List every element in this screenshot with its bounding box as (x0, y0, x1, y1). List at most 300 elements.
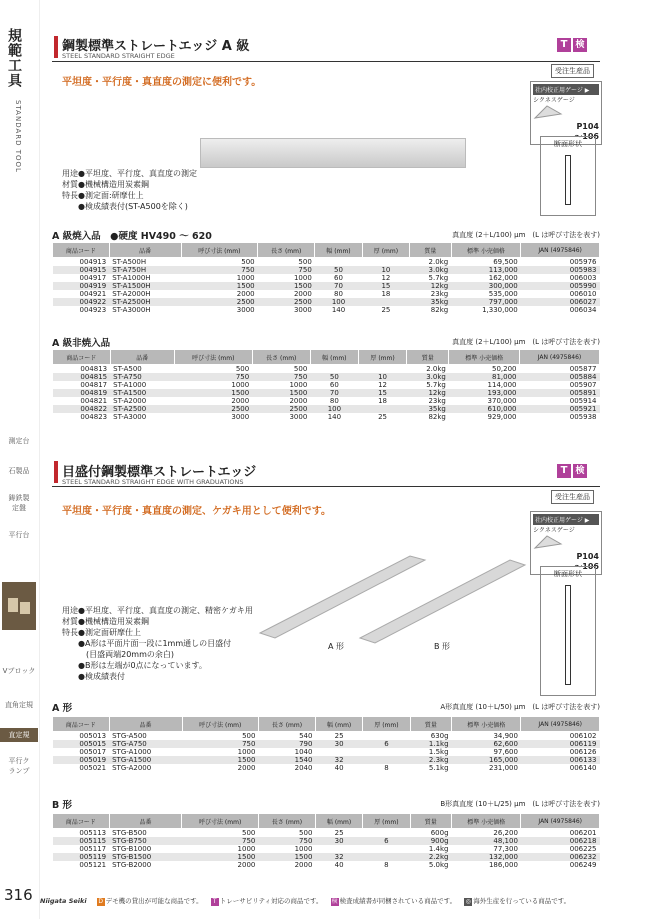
desc-line: ●A形は平面片面一段に1mm通しの目盛付 (62, 639, 232, 648)
desc-line: ●B形は左端が0点になっています。 (62, 661, 207, 670)
table-cell: 005891 (519, 389, 599, 397)
table-row (53, 861, 600, 869)
table-cell: 193,000 (449, 389, 520, 397)
table2-body (53, 365, 600, 422)
cross-section (540, 136, 596, 216)
table-cell: 006232 (521, 853, 600, 861)
table-cell: 750 (182, 740, 258, 748)
table-cell: 26,200 (493, 829, 518, 837)
table-cell: 113,000 (451, 266, 521, 274)
table-cell: STG-A500 (112, 732, 147, 740)
column-header: 質量 (410, 814, 451, 829)
column-header: 長さ (mm) (258, 814, 315, 829)
table-row (53, 413, 600, 421)
table-cell: 3.0kg (407, 373, 449, 381)
table-cell: 005884 (519, 373, 599, 381)
table-cell: 750 (252, 373, 310, 381)
column-header: 厚 (mm) (358, 350, 406, 365)
table-row (53, 740, 600, 748)
table-cell: ST-A500H (112, 258, 147, 266)
table-cell: 15 (362, 282, 409, 290)
table-cell: 500 (242, 829, 256, 837)
table-row (53, 837, 600, 845)
table-cell: 1040 (294, 748, 313, 756)
table-cell: 2.0kg (426, 365, 446, 373)
table-cell (315, 258, 362, 267)
table-cell: ST-A500 (113, 365, 142, 373)
table-row (53, 853, 600, 861)
table-cell: 006027 (521, 298, 600, 306)
column-header: 呼び寸法 (mm) (182, 717, 258, 732)
table-cell: 77,300 (493, 845, 518, 853)
table-cell: 005121 (79, 861, 107, 869)
table-cell: 1000 (237, 845, 256, 853)
table-cell: 797,000 (451, 298, 521, 306)
table-cell: 10 (362, 266, 409, 274)
table-cell: 2000 (237, 861, 256, 869)
table-cell: 005938 (569, 413, 597, 421)
table-header (53, 350, 600, 365)
table-cell: 004823 (80, 413, 108, 421)
column-header: 品番 (110, 350, 174, 365)
table-cell: 005119 (53, 853, 110, 861)
order-badge: 受注生産品 (551, 64, 594, 78)
table-cell (315, 845, 362, 853)
section2-title: 目盛付鋼製標準ストレートエッジ (62, 465, 257, 480)
cross-section-shape (565, 585, 571, 685)
column-header: JAN (4975846) (521, 717, 600, 732)
table-cell: 50 (310, 373, 358, 381)
table-cell: 006119 (521, 740, 600, 748)
table-row (53, 266, 600, 274)
table-row (53, 405, 600, 413)
table-cell: 004822 (53, 405, 111, 413)
nav-item[interactable]: Vブロック (2, 667, 36, 675)
thickness-gauge-icon (533, 534, 563, 550)
table-cell: ST-A3000H (112, 306, 151, 314)
table3-tolerance: A形真直度 (10＋L/50) μm (L は呼び寸法を表す) (440, 703, 600, 711)
page-number: 316 (4, 886, 33, 904)
table-cell: 929,000 (487, 413, 517, 421)
section1-lead: 平坦度・平行度・真直度の測定に便利です。 (62, 77, 262, 88)
table-cell (358, 405, 406, 413)
table-cell: 32 (315, 853, 362, 861)
table-cell (363, 748, 410, 756)
desc-line: 材質●機械構造用炭素鋼 (62, 617, 149, 626)
table-cell: 1500 (258, 853, 315, 861)
desc-line: (目盛両端20mmの余白) (62, 650, 175, 659)
table-row (53, 373, 600, 381)
table-cell: 005015 (53, 740, 110, 748)
table-cell (362, 298, 409, 306)
table-cell: 97,600 (493, 748, 518, 756)
table-cell: 1000 (231, 381, 250, 389)
table-cell: 2500 (174, 405, 252, 413)
section1-subtitle: STEEL STANDARD STRAIGHT EDGE (62, 52, 175, 60)
table-cell: 005013 (79, 732, 107, 740)
table-cell: 005907 (569, 381, 597, 389)
table-cell: STG-B750 (109, 837, 182, 845)
gauge-page: P104 (576, 122, 599, 131)
gauge-page: P104 (576, 552, 599, 561)
table-cell: 100 (315, 298, 362, 306)
table-cell: 750 (258, 266, 315, 274)
table-cell: 2000 (294, 861, 313, 869)
column-header: 長さ (mm) (258, 243, 315, 258)
table-cell: 006140 (569, 764, 597, 772)
nav-item[interactable]: 石製品 (8, 467, 30, 475)
table-header (53, 814, 600, 829)
nav-active-block (2, 582, 36, 630)
table-cell: 610,000 (449, 405, 520, 413)
table1-body (53, 258, 600, 315)
table-cell: 005019 (53, 756, 110, 764)
table-cell: 25 (378, 413, 388, 421)
gauge-range: ～106 (574, 562, 599, 571)
nav-item[interactable]: 平行台 (8, 531, 30, 539)
category-title: 規範工具 (6, 28, 22, 88)
table-cell: 15 (358, 389, 406, 397)
table-cell (363, 732, 410, 741)
table-cell: 004813 (80, 365, 108, 373)
table1-title: A 級焼入品 ●硬度 HV490 ～ 620 (52, 231, 212, 242)
table-cell: 2000 (289, 397, 308, 405)
table-cell: 004921 (79, 290, 107, 298)
table-cell: ST-A2000 (113, 397, 147, 405)
table-row (53, 258, 600, 267)
table-cell: 1.1kg (410, 740, 451, 748)
table4-tolerance: B形真直度 (10＋L/25) μm (L は呼び寸法を表す) (440, 800, 600, 808)
table-cell: 500 (298, 258, 312, 266)
overseas-icon: ◎ (465, 898, 471, 905)
table-cell: 3.0kg (410, 266, 452, 274)
gauge-title: 社内校正用ゲージ ▶ (533, 84, 599, 95)
category-subtitle: STANDARD TOOL (14, 100, 22, 173)
table-cell: 5.7kg (426, 381, 446, 389)
column-header: 商品コード (53, 243, 110, 258)
table-cell: 2000 (231, 397, 250, 405)
table-cell: 2.0kg (428, 258, 449, 266)
table-row (53, 365, 600, 374)
table1-tolerance: 真直度 (2＋L/100) μm (L は呼び寸法を表す) (452, 231, 600, 239)
nav-item-active[interactable]: 直定規 (0, 728, 38, 742)
table-cell: 750 (174, 373, 252, 381)
table-cell: 69,500 (493, 258, 518, 266)
column-header: 品番 (109, 243, 181, 258)
table-row (53, 298, 600, 306)
table-cell: 231,000 (488, 764, 518, 772)
table2-title: A 級非焼入品 (52, 338, 111, 349)
table1 (52, 242, 600, 314)
section2-description (62, 605, 253, 682)
table-cell: 140 (327, 413, 342, 421)
table-cell: 005976 (569, 258, 597, 266)
table-cell: 80 (329, 397, 339, 405)
table-cell: 300,000 (451, 282, 521, 290)
gauge-title: 社内校正用ゲージ ▶ (533, 514, 599, 525)
nav-item[interactable]: 直角定規 (5, 701, 33, 709)
table-cell: 30 (315, 740, 362, 748)
order-badge: 受注生産品 (551, 490, 594, 504)
table-cell: 18 (378, 397, 388, 405)
column-header: 厚 (mm) (363, 717, 410, 732)
traceability-badge: T (557, 464, 571, 478)
gauge-range: ～106 (574, 132, 599, 141)
table-cell: 32 (315, 756, 362, 764)
table-cell: 1540 (258, 756, 315, 764)
inspection-badge: 検 (573, 38, 587, 52)
table-cell: 5.0kg (428, 861, 449, 869)
column-header: 標準 小売価格 (451, 243, 521, 258)
desc-line: 特長●測定面研摩仕上 (62, 628, 141, 637)
column-header: JAN (4975846) (519, 350, 599, 365)
table-cell: 004917 (79, 274, 107, 282)
table-cell: 2500 (252, 405, 310, 413)
nav-item[interactable]: 測定台 (8, 437, 30, 445)
table-cell: 004821 (80, 397, 108, 405)
table-cell: 2500 (258, 298, 315, 306)
table-cell: 10 (358, 373, 406, 381)
section1-title: 鋼製標準ストレートエッジ A 級 (62, 39, 250, 54)
table-cell: 100 (310, 405, 358, 413)
table-cell: 25 (334, 829, 344, 837)
table-cell: 8 (384, 861, 389, 869)
table-cell: STG-B2000 (112, 861, 152, 869)
table-row (53, 274, 600, 282)
desc-line: 材質●機械構造用炭素鋼 (62, 180, 149, 189)
table-cell: 40 (334, 764, 344, 772)
nav-item[interactable]: 平行クランプ (8, 757, 30, 775)
table-cell: 005117 (79, 845, 107, 853)
table-cell: 2.2kg (410, 853, 451, 861)
table-cell: STG-B1500 (109, 853, 182, 861)
table-cell: 750 (182, 837, 258, 845)
table-cell: STG-A2000 (112, 764, 152, 772)
table-cell: 18 (381, 290, 391, 298)
column-header: 幅 (mm) (315, 717, 362, 732)
table-row (53, 764, 600, 772)
table2 (52, 349, 600, 421)
table-cell: 186,000 (488, 861, 518, 869)
table-row (53, 290, 600, 298)
table-cell: 006102 (569, 732, 597, 740)
table-cell: 12kg (407, 389, 449, 397)
demo-icon: D (98, 898, 103, 905)
table-cell: 35kg (410, 298, 452, 306)
column-header: 品番 (109, 717, 182, 732)
table-cell: 2040 (294, 764, 313, 772)
table-cell: 162,000 (488, 274, 518, 282)
table-cell (358, 365, 406, 374)
table-cell: 25 (334, 732, 344, 740)
table3-body (53, 732, 600, 773)
table-cell: 005017 (79, 748, 107, 756)
table-cell: 30 (315, 837, 362, 845)
column-header: 標準 小売価格 (452, 814, 521, 829)
table-cell: 005990 (521, 282, 600, 290)
table-cell: 12kg (410, 282, 452, 290)
table-header (53, 243, 600, 258)
table-cell: 004819 (53, 389, 111, 397)
table-cell: 006218 (521, 837, 600, 845)
table-cell: 2000 (236, 290, 255, 298)
table-cell: 005914 (569, 397, 597, 405)
table-cell: 60 (334, 274, 343, 282)
table-cell: 004922 (53, 298, 110, 306)
table-cell: 006003 (569, 274, 597, 282)
section1-description (62, 168, 197, 212)
table-cell: 25 (381, 306, 391, 314)
table-header (53, 717, 600, 732)
table-cell: 3000 (293, 306, 312, 314)
table-cell: 2000 (293, 290, 312, 298)
column-header: 幅 (mm) (315, 243, 362, 258)
table-cell (363, 829, 410, 838)
table-cell: 8 (384, 764, 389, 772)
column-header: JAN (4975846) (521, 814, 600, 829)
table-cell: 48,100 (452, 837, 521, 845)
table-cell (363, 853, 410, 861)
table-cell: 2500 (181, 298, 258, 306)
table-cell: 006126 (569, 748, 597, 756)
table-cell: 50,200 (491, 365, 517, 373)
inspect-icon: 検 (331, 898, 338, 905)
column-header: 呼び寸法 (mm) (174, 350, 252, 365)
table-cell: STG-B500 (112, 829, 147, 837)
table-cell: 114,000 (487, 381, 517, 389)
table-cell: 165,000 (452, 756, 521, 764)
column-header: 呼び寸法 (mm) (181, 243, 258, 258)
straight-edge-image (200, 138, 466, 168)
table-cell: STG-A1000 (112, 748, 152, 756)
table-cell: 82kg (428, 413, 446, 421)
table-cell: 005877 (569, 365, 597, 373)
table-row (53, 756, 600, 764)
table-cell: 1500 (174, 389, 252, 397)
column-header: 長さ (mm) (252, 350, 310, 365)
table-cell: 005021 (79, 764, 107, 772)
table3-title: A 形 (52, 703, 73, 714)
table4 (52, 813, 600, 869)
cross-section-label: 断面形状 (554, 140, 582, 148)
table-cell: STG-B1000 (112, 845, 152, 853)
table4-title: B 形 (52, 800, 73, 811)
table-cell: 750 (258, 837, 315, 845)
table-cell: ST-A750 (110, 373, 174, 381)
column-header: 質量 (407, 350, 449, 365)
table-cell: 006133 (521, 756, 600, 764)
table-cell: 1500 (182, 756, 258, 764)
table-cell: 12 (378, 381, 388, 389)
table-cell: ST-A2500H (109, 298, 181, 306)
table-cell: 005921 (519, 405, 599, 413)
table-cell: 004913 (79, 258, 107, 266)
table-cell: 1500 (181, 282, 258, 290)
cross-section-shape (565, 155, 571, 205)
table-cell: 370,000 (487, 397, 517, 405)
table-cell: ST-A1000H (112, 274, 151, 282)
gauge-name: シクネスゲージ (533, 97, 575, 104)
table-cell: ST-A1000 (113, 381, 147, 389)
table-cell: 1000 (294, 845, 313, 853)
table-cell: 500 (242, 732, 256, 740)
table-cell: 81,000 (449, 373, 520, 381)
column-header: 呼び寸法 (mm) (182, 814, 258, 829)
table-cell: 6 (363, 740, 410, 748)
desc-line: ●検成績表付 (62, 672, 125, 681)
table-cell: 1000 (289, 381, 308, 389)
table-cell: 5.1kg (428, 764, 449, 772)
column-header: 商品コード (53, 814, 110, 829)
table-cell: 40 (334, 861, 344, 869)
nav-item[interactable]: 鋳鉄製定盤 (8, 494, 30, 512)
column-header: 質量 (410, 243, 452, 258)
column-header: 幅 (mm) (315, 814, 362, 829)
table-cell: 2000 (237, 764, 256, 772)
section-marker (54, 461, 58, 483)
table-cell: 006010 (569, 290, 597, 298)
column-header: 厚 (mm) (362, 243, 409, 258)
table-cell: 1500 (252, 389, 310, 397)
table-row (53, 748, 600, 756)
thickness-gauge-icon (533, 104, 563, 120)
column-header: 標準 小売価格 (452, 717, 521, 732)
table-row (53, 306, 600, 314)
graduated-edge-images (240, 538, 530, 648)
table-cell: 60 (329, 381, 339, 389)
table-cell: STG-A750 (109, 740, 182, 748)
table-cell: 900g (410, 837, 451, 845)
table3 (52, 716, 600, 772)
table-cell: 3000 (231, 413, 250, 421)
table-cell: 600g (430, 829, 449, 837)
table-cell: 004919 (53, 282, 110, 290)
traceability-badge: T (557, 38, 571, 52)
footer (40, 896, 640, 906)
table-cell: 132,000 (452, 853, 521, 861)
table-cell: 140 (331, 306, 346, 314)
table-cell (310, 365, 358, 374)
table-cell: 82kg (430, 306, 449, 314)
table-cell: ST-A3000 (113, 413, 147, 421)
table-cell: 005113 (79, 829, 107, 837)
table-cell: 535,000 (488, 290, 518, 298)
footer-note: デモ機の貸出が可能な商品です。 (105, 897, 203, 905)
block-icon (2, 582, 36, 630)
table-row (53, 282, 600, 290)
column-header: 質量 (410, 717, 451, 732)
table-row (53, 397, 600, 405)
table-cell: 70 (315, 282, 362, 290)
table-cell: 23kg (430, 290, 449, 298)
column-header: 厚 (mm) (363, 814, 410, 829)
footer-note: 検査成績書が同梱されている商品です。 (339, 897, 457, 905)
table-cell: ST-A1500H (109, 282, 181, 290)
section2-lead: 平坦度・平行度・真直度の測定、ケガキ用として便利です。 (62, 506, 331, 517)
table-cell: 790 (258, 740, 315, 748)
table2-tolerance: 真直度 (2＋L/100) μm (L は呼び寸法を表す) (452, 338, 600, 346)
section2-subtitle: STEEL STANDARD STRAIGHT EDGE WITH GRADUATIONS (62, 478, 244, 486)
column-header: 長さ (mm) (258, 717, 315, 732)
desc-line: 用途●平坦度、平行度、真直度の測定、精密ケガキ用 (62, 606, 253, 615)
table-cell: 1000 (293, 274, 312, 282)
desc-line: ●検成績表付(ST-A500を除く) (62, 202, 188, 211)
table-row (53, 829, 600, 838)
table-cell: 005115 (53, 837, 110, 845)
footer-note: 海外生産を行っている商品です。 (473, 897, 571, 905)
section-marker (54, 36, 58, 58)
table-cell (363, 845, 410, 853)
